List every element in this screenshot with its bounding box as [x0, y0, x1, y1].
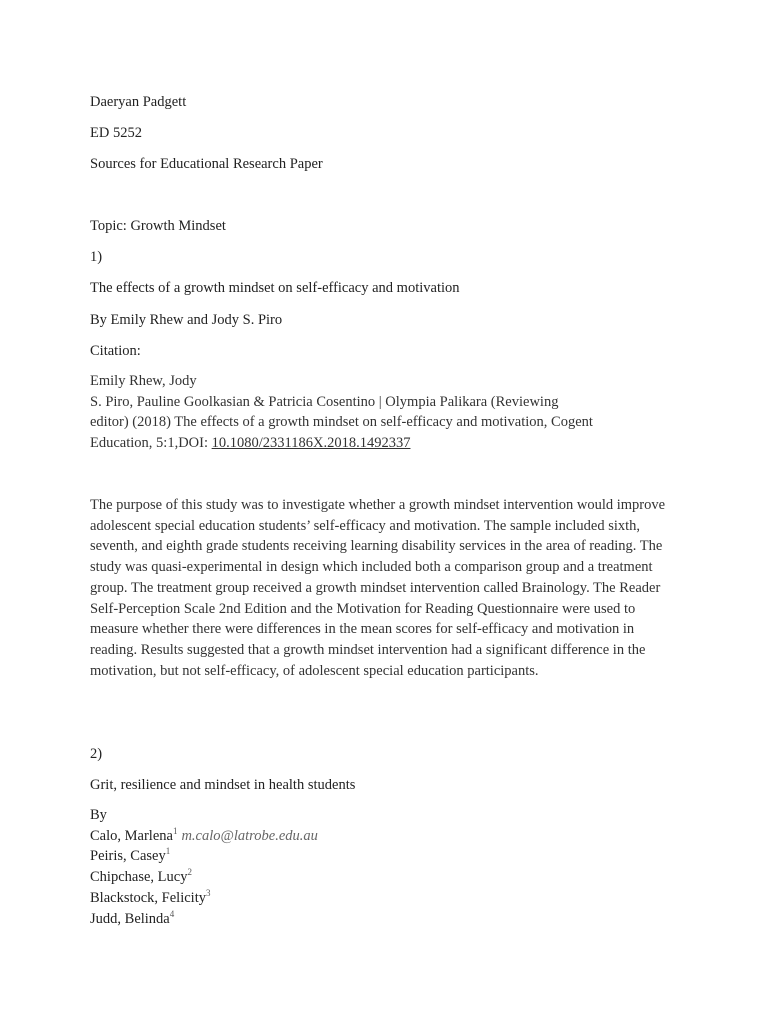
- author-row: [90, 826, 318, 847]
- author-row: [90, 909, 318, 930]
- source-2-title: Grit, resilience and mindset in health students: [90, 777, 356, 793]
- citation-line: Emily Rhew, Jody: [90, 373, 197, 389]
- author-row: [90, 888, 318, 909]
- source-2-number: 2): [90, 746, 103, 762]
- source-1-byline: By Emily Rhew and Jody S. Piro: [90, 312, 283, 328]
- author-row: [90, 846, 318, 867]
- by-label: By: [90, 807, 107, 823]
- author-email[interactable]: m.calo@latrobe.edu.au: [181, 827, 318, 844]
- citation-line: S. Piro, Pauline Goolkasian & Patricia Cosentino | Olympia Palikara (Reviewing: [90, 393, 559, 410]
- source-1-title: The effects of a growth mindset on self-efficacy and motivation: [90, 280, 460, 296]
- affiliation-number: 1: [172, 825, 178, 836]
- author-name: Chipchase, Lucy: [90, 869, 188, 886]
- affiliation-number: 1: [165, 846, 171, 857]
- author-name: Peiris, Casey: [90, 848, 166, 865]
- affiliation-number: 4: [169, 908, 175, 919]
- author-name: Daeryan Padgett: [90, 94, 187, 110]
- citation-line: editor) (2018) The effects of a growth mindset on self-efficacy and motivation, Cogent: [90, 414, 593, 431]
- author-name: Calo, Marlena: [90, 827, 173, 844]
- author-name: Blackstock, Felicity: [90, 889, 206, 906]
- source-2-authors: [90, 805, 318, 929]
- affiliation-number: 3: [205, 887, 211, 898]
- assignment-title: Sources for Educational Research Paper: [90, 156, 323, 172]
- topic-heading: Topic: Growth Mindset: [90, 218, 226, 234]
- doi-link[interactable]: 10.1080/2331186X.2018.1492337: [211, 435, 411, 452]
- source-1-number: 1): [90, 249, 103, 265]
- citation-line-prefix: Education, 5:1,DOI:: [90, 435, 212, 452]
- citation-line: [90, 433, 650, 454]
- author-row: [90, 867, 318, 888]
- course-code: ED 5252: [90, 125, 142, 141]
- source-1-citation: [90, 371, 650, 454]
- citation-label: Citation:: [90, 343, 141, 359]
- source-1-abstract: The purpose of this study was to investigate whether a growth mindset intervention would improve adolescent special education students’ self-efficacy and motivation. The sample included sixth, seventh, and eighth grade students receiving learning disability services in the area of reading. The study was quasi-experimental in design which included both a comparison group and a treatment group. The treatment group received a growth mindset intervention called Brainology. The Reader Self-Perception Scale 2nd Edition and the Motivation for Reading Questionnaire were used to measure whether there were differences in the mean scores for self-efficacy and motivation in reading. Results suggested that a growth mindset intervention had a significant difference in the motivation, but not self-efficacy, of adolescent special education participants.: [90, 497, 666, 679]
- affiliation-number: 2: [187, 867, 192, 878]
- author-name: Judd, Belinda: [90, 910, 170, 927]
